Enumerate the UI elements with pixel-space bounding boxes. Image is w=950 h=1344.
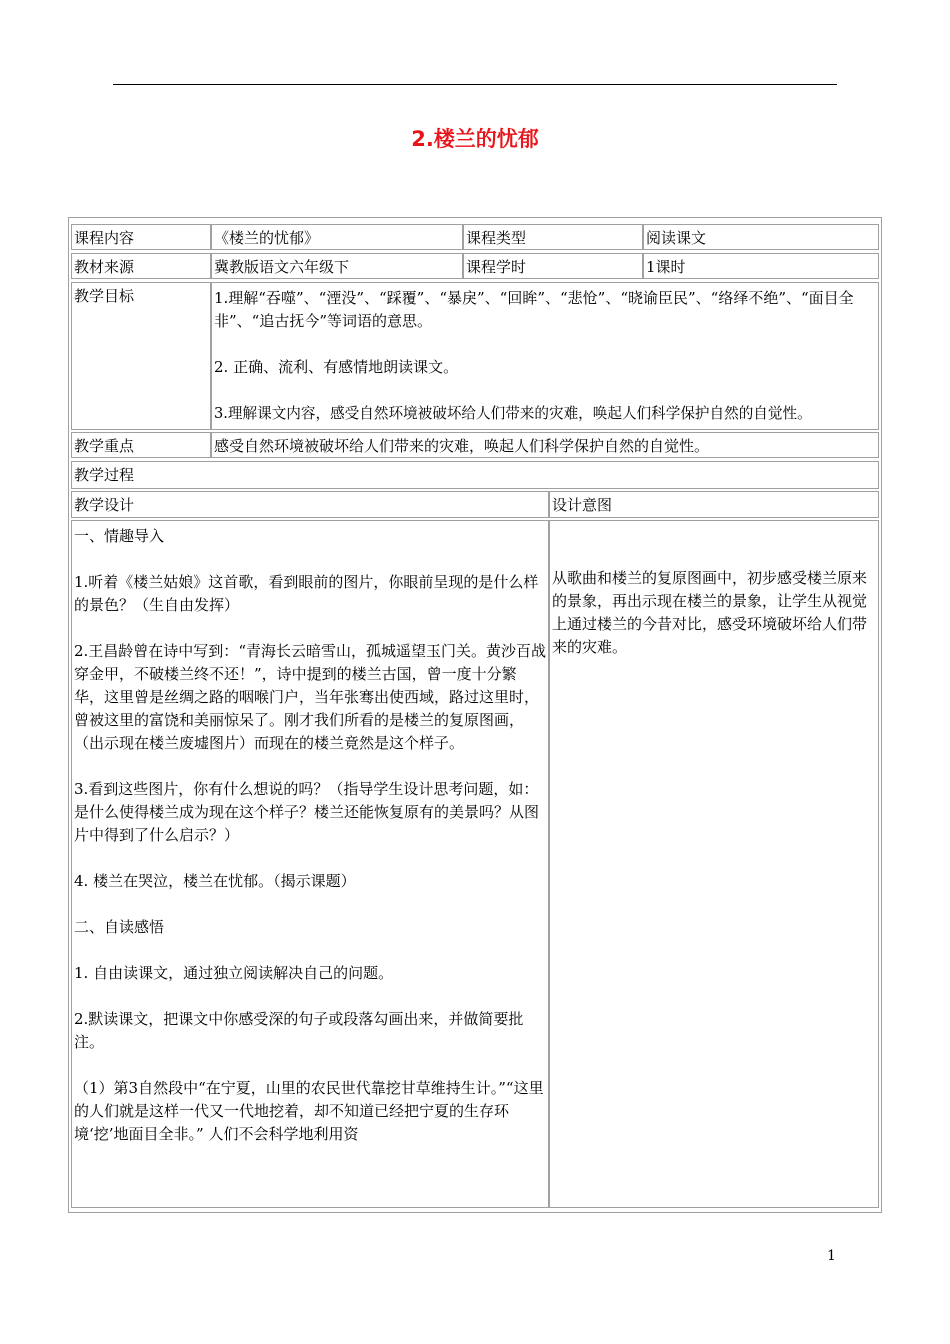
teaching-design-content [71, 520, 549, 1208]
lesson-plan-table [68, 217, 882, 1213]
value-class-hours: 1课时 [643, 253, 879, 279]
value-course-type: 阅读课文 [643, 224, 879, 250]
label-class-hours: 课程学时 [463, 253, 643, 279]
page-number: 1 [827, 1248, 836, 1264]
value-textbook-source: 冀教版语文六年级下 [211, 253, 463, 279]
label-teaching-process: 教学过程 [71, 461, 879, 489]
label-course-type: 课程类型 [463, 224, 643, 250]
design-paragraph-3: 3.看到这些图片，你有什么想说的吗？（指导学生设计思考问题，如：是什么使得楼兰成为现在这个样子？楼兰还能恢复原有的美景吗？从图片中得到了什么启示？） [74, 780, 540, 844]
design-paragraph-6: 2.默读课文，把课文中你感受深的句子或段落勾画出来，并做简要批注。 [74, 1010, 524, 1051]
intent-paragraph: 从歌曲和楼兰的复原图画中，初步感受楼兰原来的景象，再出示现在楼兰的景象，让学生从视觉上通过楼兰的今昔对比，感受环境破坏给人们带来的灾难。 [552, 569, 868, 656]
page-title: 2.楼兰的忧郁 [411, 127, 539, 151]
teaching-focus: 感受自然环境被破坏给人们带来的灾难，唤起人们科学保护自然的自觉性。 [211, 432, 879, 458]
header-teaching-design: 教学设计 [71, 491, 549, 518]
header-design-intent: 设计意图 [549, 491, 879, 518]
goal-1: 1.理解“吞噬”、“湮没”、“踩覆”、“暴戾”、“回眸”、“悲怆”、“晓谕臣民”、“络绎不绝”、“面目全非”、“追古抚今”等词语的意思。 [214, 289, 854, 330]
section-intro-heading: 一、情趣导入 [74, 527, 165, 545]
label-teaching-goals: 教学目标 [71, 282, 211, 430]
label-textbook-source: 教材来源 [71, 253, 211, 279]
section-self-reading-heading: 二、自读感悟 [74, 918, 165, 936]
label-course-content: 课程内容 [71, 224, 211, 250]
design-paragraph-7: （1）第3自然段中“在宁夏，山里的农民世代靠挖甘草维持生计。”“这里的人们就是这样一代又一代地挖着，却不知道已经把宁夏的生存环境‘挖’地面目全非。” 人们不会科学地利用资 [74, 1079, 544, 1143]
design-paragraph-5: 1. 自由读课文，通过独立阅读解决自己的问题。 [74, 964, 394, 982]
design-paragraph-1: 1.听着《楼兰姑娘》这首歌，看到眼前的图片，你眼前呈现的是什么样的景色？（生自由发挥） [74, 573, 539, 614]
goal-2: 2. 正确、流利、有感情地朗读课文。 [214, 358, 459, 376]
design-intent-content [549, 520, 879, 1208]
design-paragraph-2: 2.王昌龄曾在诗中写到：“青海长云暗雪山，孤城遥望玉门关。黄沙百战穿金甲，不破楼兰终不还！”，诗中提到的楼兰古国，曾一度十分繁华，这里曾是丝绸之路的咽喉门户，当年张骞出使西域，路过这里时，曾被这里的富饶和美丽惊呆了。刚才我们所看的是楼兰的复原图画，（出示现在楼兰废墟图片）而现在的楼兰竟然是这个样子。 [74, 642, 546, 752]
header-rule [113, 84, 837, 85]
intent-spacer [552, 521, 876, 567]
design-paragraph-4: 4. 楼兰在哭泣，楼兰在忧郁。（揭示课题） [74, 872, 356, 890]
value-course-content: 《楼兰的忧郁》 [211, 224, 463, 250]
goal-3: 3.理解课文内容，感受自然环境被破坏给人们带来的灾难，唤起人们科学保护自然的自觉性。 [214, 405, 812, 422]
label-teaching-focus: 教学重点 [71, 432, 211, 458]
teaching-goals [211, 282, 879, 430]
